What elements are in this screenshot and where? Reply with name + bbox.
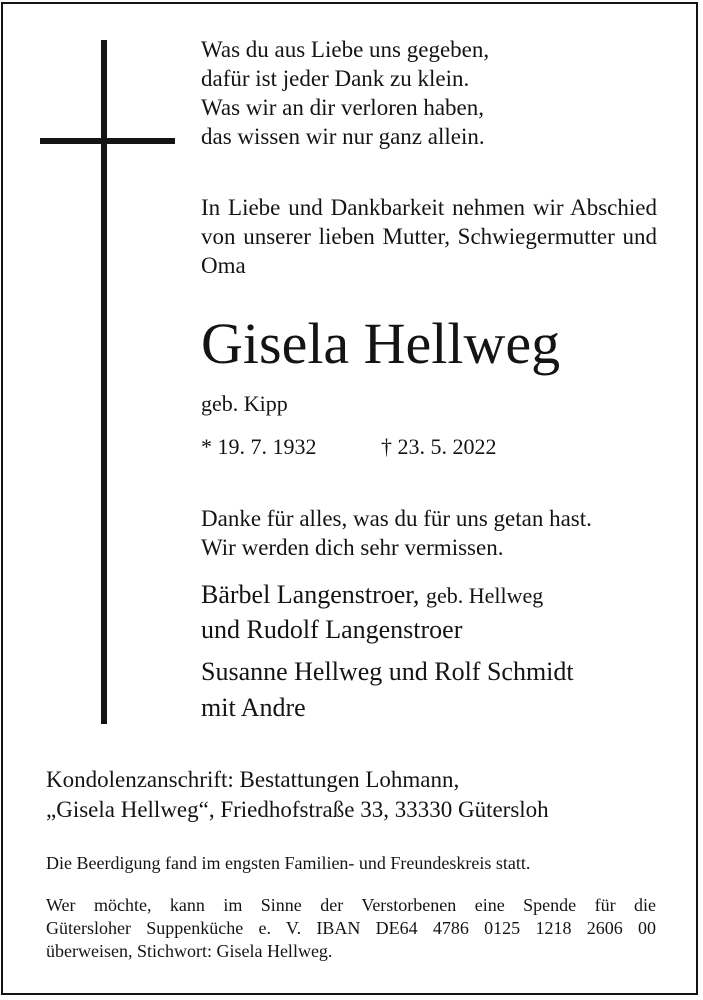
death-date: † 23. 5. 2022 [381,434,497,459]
family-line-daughter [201,579,543,612]
memorial-poem [201,35,489,151]
farewell-intro: In Liebe und Dankbarkeit nehmen wir Abschied von unserer lieben Mutter, Schwiegermutter und Oma [201,195,657,278]
cross-horizontal-bar [40,138,175,144]
thanks-line: Danke für alles, was du für uns getan hast. [201,506,592,531]
donation-note [46,894,656,963]
condolence-line: „Gisela Hellweg“, Friedhofstraße 33, 33330 Gütersloh [46,797,549,822]
family-member-maiden: geb. Hellweg [425,583,544,608]
burial-note: Die Beerdigung fand im engsten Familien- und Freundeskreis statt. [46,853,531,873]
poem-line: das wissen wir nur ganz allein. [201,124,485,149]
family-line-daughter-2: Susanne Hellweg und Rolf Schmidt [201,657,574,686]
donation-line: Wer möchte, kann im Sinne der Verstorbenen eine Spende für die [46,895,656,915]
condolence-line: Kondolenzanschrift: Bestattungen Lohmann, [46,767,460,792]
condolence-address [46,765,549,825]
donation-line: Gütersloher Suppenküche e. V. IBAN DE64 4786 0125 1218 2606 00 [46,918,656,938]
birth-date: * 19. 7. 1932 [201,434,317,459]
thanks-message [201,504,592,562]
poem-line: Was du aus Liebe uns gegeben, [201,37,490,62]
deceased-name: Gisela Hellweg [201,311,561,376]
family-line-son-in-law: und Rudolf Langenstroer [201,615,463,644]
thanks-line: Wir werden dich sehr vermissen. [201,535,504,560]
maiden-name: geb. Kipp [201,391,288,416]
family-line-grandchild: mit Andre [201,693,306,722]
donation-line: überweisen, Stichwort: Gisela Hellweg. [46,941,333,961]
poem-line: Was wir an dir verloren haben, [201,95,484,120]
family-member-name: Bärbel Langenstroer, [201,580,420,609]
poem-line: dafür ist jeder Dank zu klein. [201,66,470,91]
